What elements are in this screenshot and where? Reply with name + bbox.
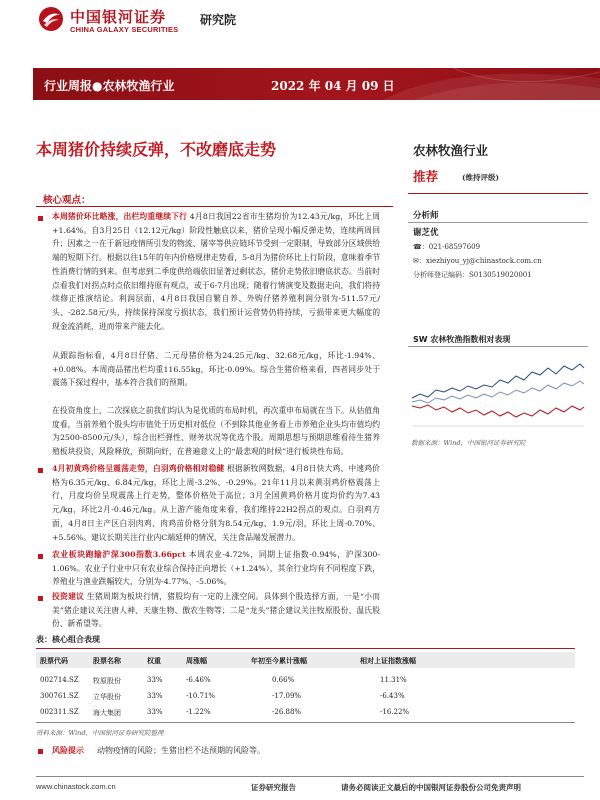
table-cell: 海大集团 xyxy=(93,709,121,717)
paragraph-poultry xyxy=(52,462,380,544)
table-heading: 表：核心组合表现 xyxy=(36,635,100,644)
table-cell: -10.71% xyxy=(186,692,216,700)
table-cell: -6.43% xyxy=(380,692,405,700)
table-header-cell: 股票代码 xyxy=(40,656,68,665)
bullet-marker xyxy=(38,596,43,601)
table-cell: 33% xyxy=(147,676,163,684)
brand-name-cn: 中国银河证券 xyxy=(70,8,167,26)
risk-label: 风险提示 xyxy=(52,745,84,755)
paragraph-body: 生猪周期为板块行情，猪股均有一定的上涨空间。具体到个股选择方面，一是“小而美”猪企建议关注唐人神、天康生物、傲农生物等；二是“龙头”猪企建议关注牧原股份、温氏股份、新希望等。 xyxy=(52,592,381,629)
table-header-cell: 相对上证指数涨幅 xyxy=(360,656,416,665)
table-header-cell: 股票名称 xyxy=(93,656,121,665)
footer-rule xyxy=(36,776,584,777)
table-cell: 0.66% xyxy=(272,676,295,684)
risk-text: 动物疫情的风险；生猪出栏不达预期的风险等。 xyxy=(97,746,265,755)
table-cell: 002714.SZ xyxy=(40,676,79,684)
analyst-name: 谢芝优 xyxy=(413,228,439,238)
paragraph-lead: 农业板块跑输沪深300指数3.66pct xyxy=(52,550,186,559)
table-cell: 11.31% xyxy=(380,676,407,684)
table-source: 资料来源：Wind，中国银河证券研究院整理 xyxy=(36,729,164,737)
table-cell: 牧原股份 xyxy=(93,677,121,685)
paragraph-body: 根据新牧网数据，4月8日快大鸡、中速鸡价格为6.35元/kg、6.84元/kg，环比上周-3.2%、-0.29%。21年11月以来黄羽鸡价格震荡上行，月度均价呈现震荡上行走势，整体价格处于高位；3月全国黄鸡价格月度均价约为7.43元/kg，环比2月-0.46元/kg。从上游产能角度来看，我们维持22H2拐点的观点。白羽鸡方面，4月8日主产区白羽肉鸡、肉鸡苗价格分别为8.54元/kg、1.9元/羽，环比上周-0.70%、+5.56%。建议长期关注行业内C端延伸的情况，关注食品端发展潜力。 xyxy=(52,464,380,542)
rating-note: (维持评级) xyxy=(462,173,500,182)
table-cell: -26.88% xyxy=(272,708,302,716)
paragraph-body: 本周农业-4.72%，同期上证指数-0.94%，沪深300-1.06%。农业子行业中只有农业综合保持正向增长（+1.24%），其余行业均有不同程度下跌，养殖业与渔业跌幅较大，分别为-4.77%、-5.06%。 xyxy=(52,550,380,587)
table-header-cell: 年初至今累计涨幅 xyxy=(251,656,307,665)
paragraph-body: 从跟踪指标看，4月8日仔猪、二元母猪价格为24.25元/kg、32.68元/kg，环比-1.94%、+0.08%。本周商品猪出栏均重116.55kg，环比-0.09%。综合生猪价格来看，四者同步处于震荡下探过程中，基本符合我们的预期。 xyxy=(52,351,380,388)
table-cell: -16.22% xyxy=(380,708,410,716)
table-top-rule xyxy=(36,648,575,649)
chart-rule xyxy=(408,346,588,347)
paragraph-lead: 4月初黄鸡价格呈震荡走势，白羽鸡价格相对稳健 xyxy=(52,464,225,473)
bullet-marker xyxy=(38,554,43,559)
analyst-rule xyxy=(408,222,588,223)
chart-series-line xyxy=(412,405,584,417)
footer-disclaimer: 请务必阅读正文最后的中国银河证券股份公司免责声明 xyxy=(341,783,521,792)
bullet-marker xyxy=(38,468,43,473)
rating-value: 推荐 xyxy=(413,169,439,184)
analyst-phone: ☎：021-68597609 xyxy=(413,243,481,251)
footer-report-type: 证券研究报告 xyxy=(251,783,296,792)
core-views-rule xyxy=(36,206,393,207)
table-cell: 立华股份 xyxy=(93,693,121,701)
table-header-cell: 周涨幅 xyxy=(186,656,207,665)
brand-name-en: CHINA GALAXY SECURITIES xyxy=(70,25,179,34)
sector-name: 农林牧渔行业 xyxy=(413,143,489,158)
paragraph-hog-price xyxy=(52,210,380,333)
paragraph-lead: 本周猪价环比略涨，出栏均重继续下行 xyxy=(52,212,188,221)
analyst-email: ✉：xiezhiyou_yj@chinastock.com.cn xyxy=(413,257,542,265)
paragraph-tracking-indicators xyxy=(52,349,380,390)
brand-logo-icon xyxy=(38,6,64,32)
paragraph-sector-performance xyxy=(52,548,380,589)
table-cell: 33% xyxy=(147,708,163,716)
relative-performance-chart xyxy=(408,350,588,432)
table-cell: -17.09% xyxy=(272,692,302,700)
rating-rule xyxy=(408,193,588,194)
paragraph-investment-advice xyxy=(52,590,380,631)
brand-department: 研究院 xyxy=(200,13,237,27)
report-type-label: 行业周报●农林牧渔行业 xyxy=(44,79,175,93)
chart-source: 数据来源：Wind，中国银河证券研究院 xyxy=(411,439,526,447)
paragraph-body: 在投资角度上，二次探底之前我们均认为是优质的布局时机，再次重申布局就在当下。从估值角度看，当前养殖个股头均市值处于历史相对低位（不到除其他业务看上市养殖企业头均市值均约为2500-8500元/头），综合出栏弹性、财务状况等优选个股。周期思想与预期思维看待生猪养殖板块投资，风险释放，预期向好，在普遍意义上的“最悲观的时候”进行板块性布局。 xyxy=(52,406,380,457)
table-cell: 002311.SZ xyxy=(40,708,79,716)
analyst-cert-code: 分析师登记编码：S0130519020001 xyxy=(413,271,532,279)
chart-series-line xyxy=(412,381,584,403)
table-cell: -1.22% xyxy=(186,708,211,716)
paragraph-lead: 投资建议 xyxy=(52,592,85,601)
core-views-heading: 核心观点： xyxy=(43,195,91,206)
bullet-marker xyxy=(38,749,43,754)
table-header-cell: 权重 xyxy=(147,656,161,665)
paragraph-investment-angle xyxy=(52,404,380,459)
page-title: 本周猪价持续反弹，不改磨底走势 xyxy=(36,140,277,159)
table-cell: -6.46% xyxy=(186,676,211,684)
chart-title: SW 农林牧渔指数相对表现 xyxy=(413,335,511,344)
bullet-marker xyxy=(38,216,43,221)
report-date: 2022 年 04 月 09 日 xyxy=(271,79,395,93)
table-cell: 33% xyxy=(147,692,163,700)
footer-url: www.chinastock.com.cn xyxy=(36,782,116,791)
table-bottom-rule xyxy=(36,722,575,723)
paragraph-body: 4月8日我国22省市生猪均价为12.43元/kg，环比上周+1.64%。自3月25日（12.12元/kg）阶段性触底以来，猪价呈现小幅反弹走势，连续两周回升；因素之一在于新冠疫情所引发的物流、屠宰等供应链环节受到一定限制，导致部分区域供给端的短期下行。根据以往15年的年内价格规律走势看，5-8月为猪价环比上行阶段，意味着季节性消费行情的到来。但考虑到二季度供给端依旧显著过剩状态，猪价走势依旧磨底状态。当前时点看我们对拐点时点依旧维持原有观点，或于6-7月出现；随着行情演变及数据走向，我们将持续修正推演结论。利润层面，4月8日我国自繁自养、外购仔猪养殖利润分别为-511.57元/头、-282.58元/头，持续保持深度亏损状态，我们预计运营势仍将持续，亏损带来更大幅度的现金流消耗，进而带来产能去化。 xyxy=(52,212,380,331)
table-cell: 300761.SZ xyxy=(40,692,79,700)
analyst-heading: 分析师 xyxy=(413,211,439,221)
